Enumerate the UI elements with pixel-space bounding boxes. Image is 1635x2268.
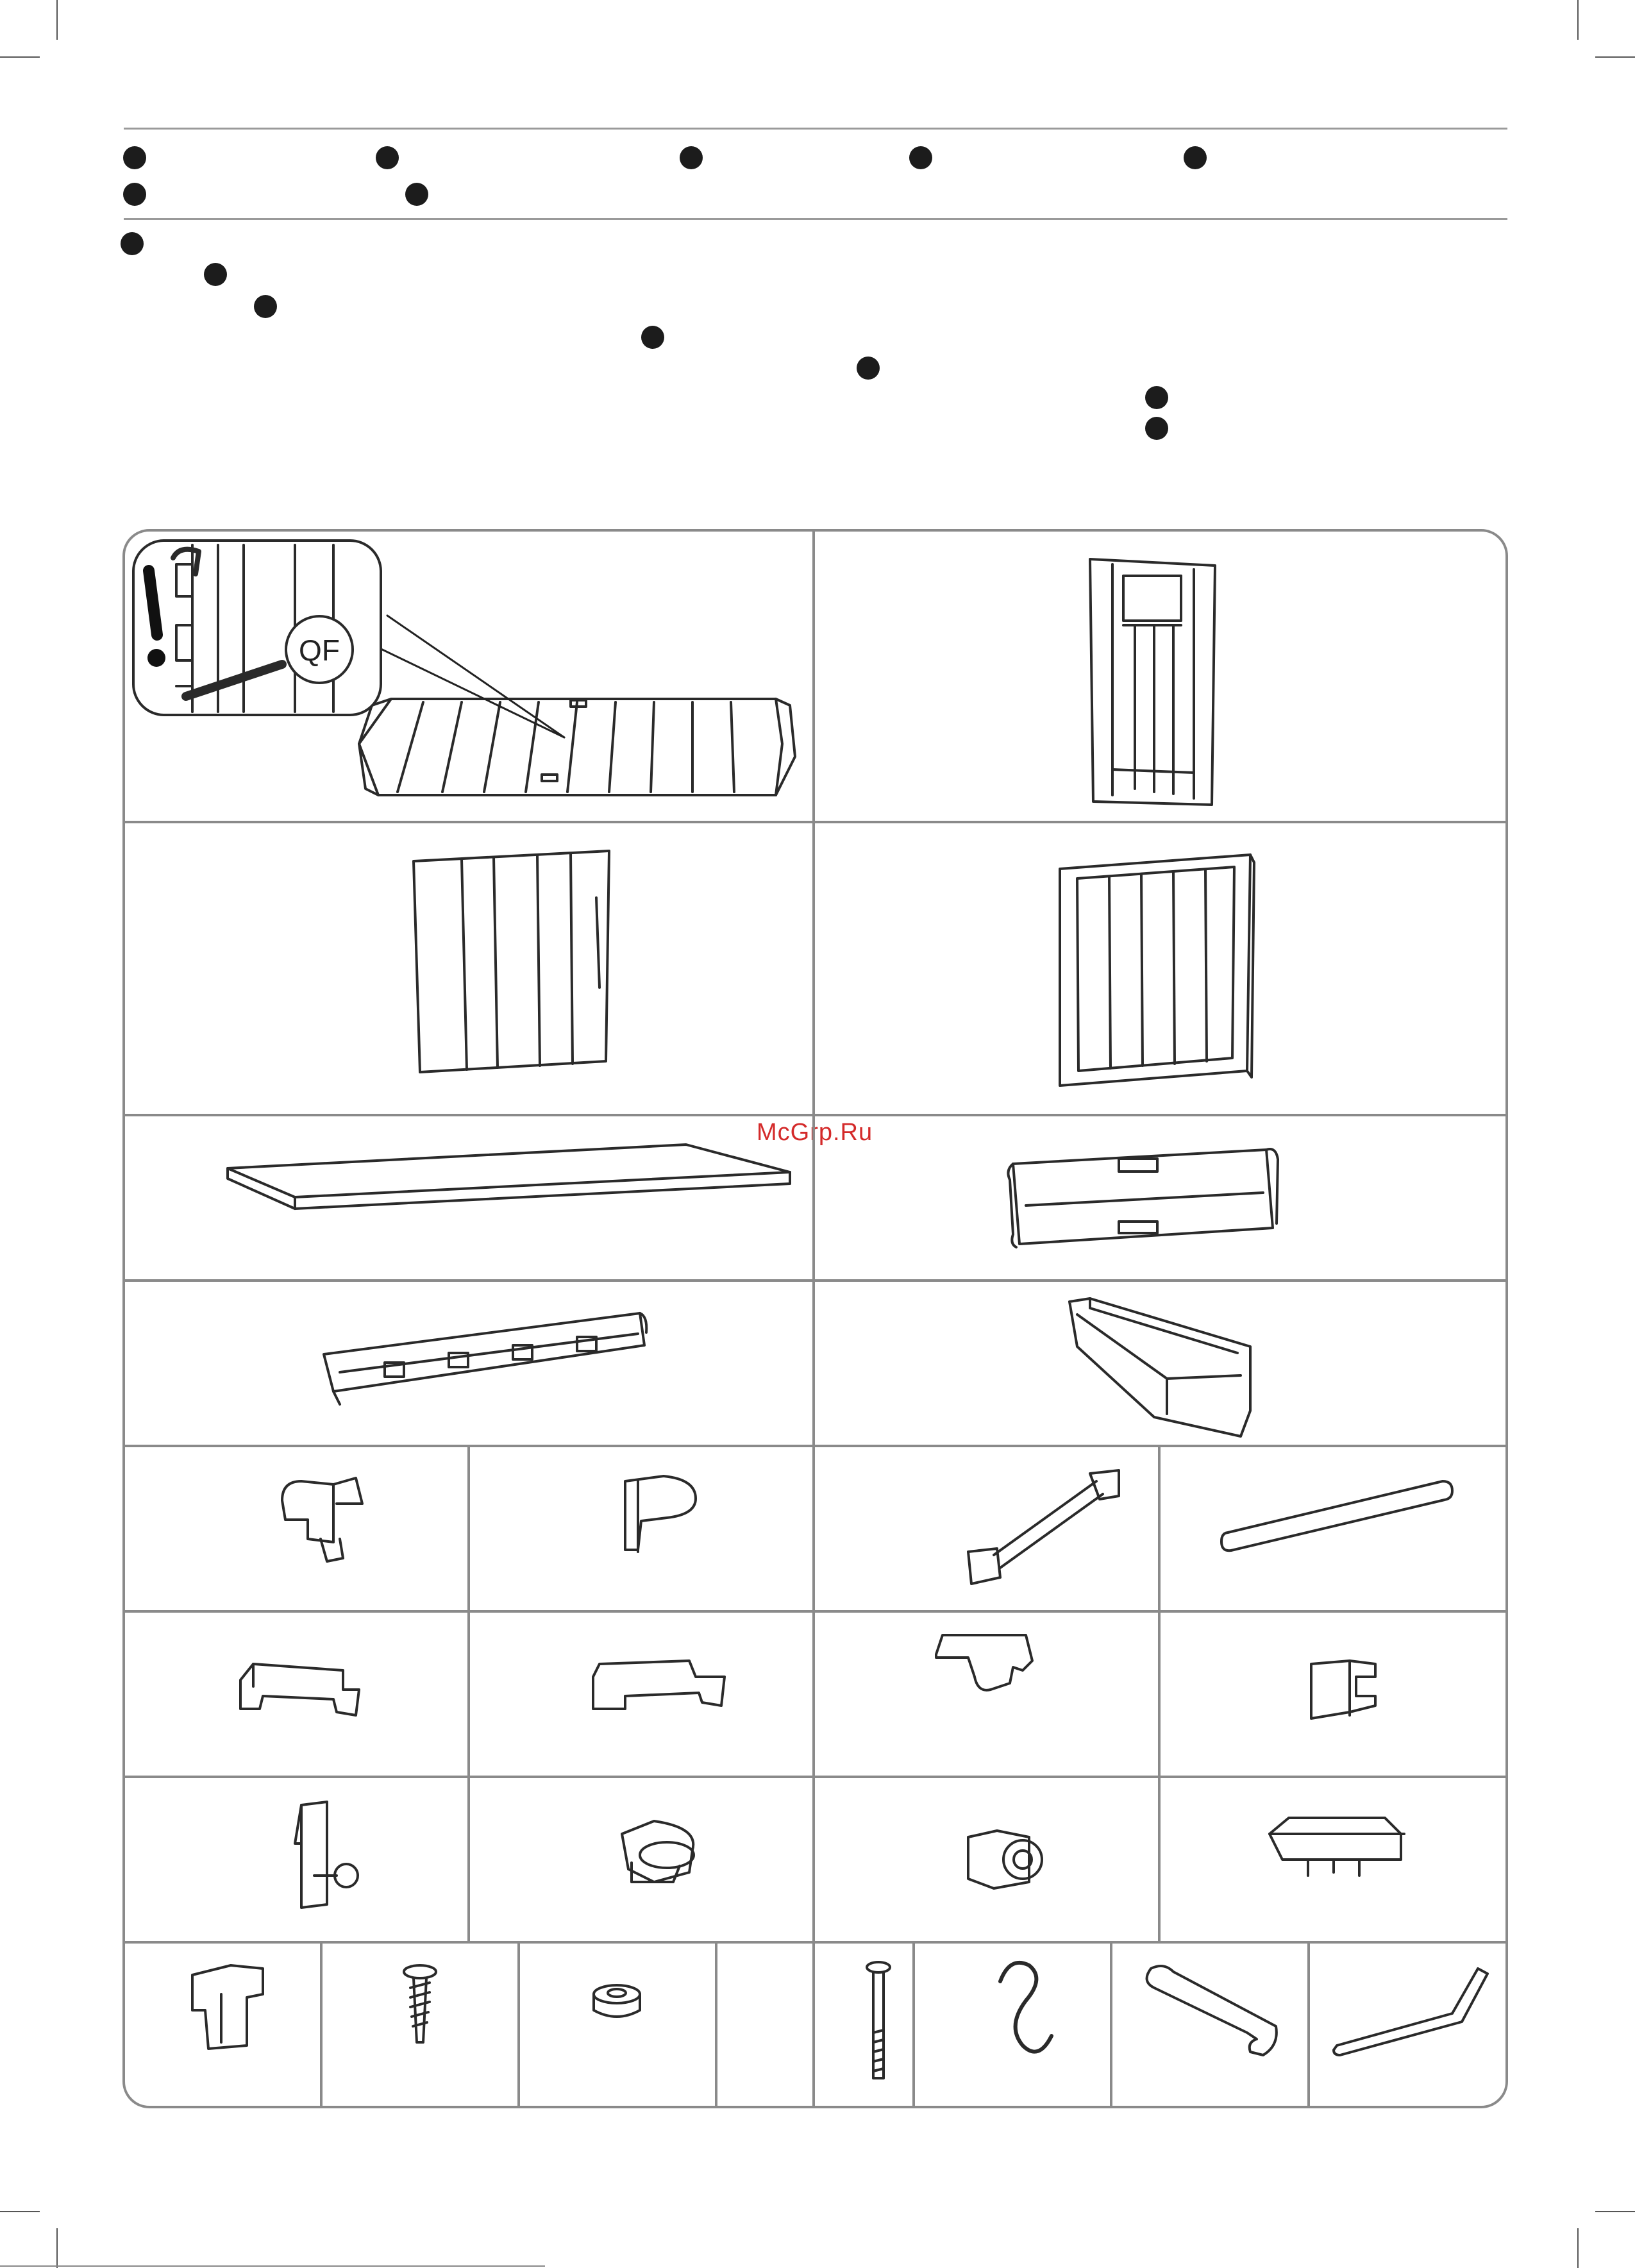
leveler-foot-b-icon [968, 1831, 1042, 1888]
wrench-icon [1147, 1966, 1277, 2055]
door-frame-icon [1060, 855, 1254, 1086]
end-cap-icon [1311, 1661, 1375, 1718]
bolt-icon [867, 1962, 890, 2078]
shelf-board-icon [228, 1145, 790, 1209]
small-cap-icon [192, 1965, 263, 2049]
angle-connector-icon [625, 1476, 696, 1552]
qf-label: QF [299, 634, 340, 667]
rod-icon [1221, 1481, 1452, 1550]
handle-bar-icon [968, 1470, 1119, 1584]
side-frame-icon [1090, 559, 1215, 805]
corner-connector-icon [282, 1478, 362, 1561]
qf-inset [133, 541, 381, 715]
leveler-foot-a-icon [622, 1821, 694, 1882]
s-hook-icon [1000, 1963, 1052, 2052]
screw-icon [404, 1965, 436, 2042]
cover-plate-icon [1270, 1818, 1404, 1876]
bottom-rail-icon [324, 1313, 646, 1404]
back-panel-icon [359, 616, 795, 795]
hex-key-icon [1334, 1969, 1488, 2055]
nut-icon [594, 1985, 640, 2017]
door-panel-icon [414, 851, 609, 1072]
grid-frame [124, 530, 1507, 2107]
latch-icon [295, 1802, 358, 1908]
watermark: McGrp.Ru [757, 1119, 873, 1146]
top-beam-icon [1008, 1149, 1278, 1247]
drawer-tray-icon [1069, 1298, 1250, 1436]
clip-left-icon [240, 1664, 359, 1715]
clip-right-icon [593, 1661, 725, 1709]
hinge-bracket-icon [936, 1635, 1032, 1690]
